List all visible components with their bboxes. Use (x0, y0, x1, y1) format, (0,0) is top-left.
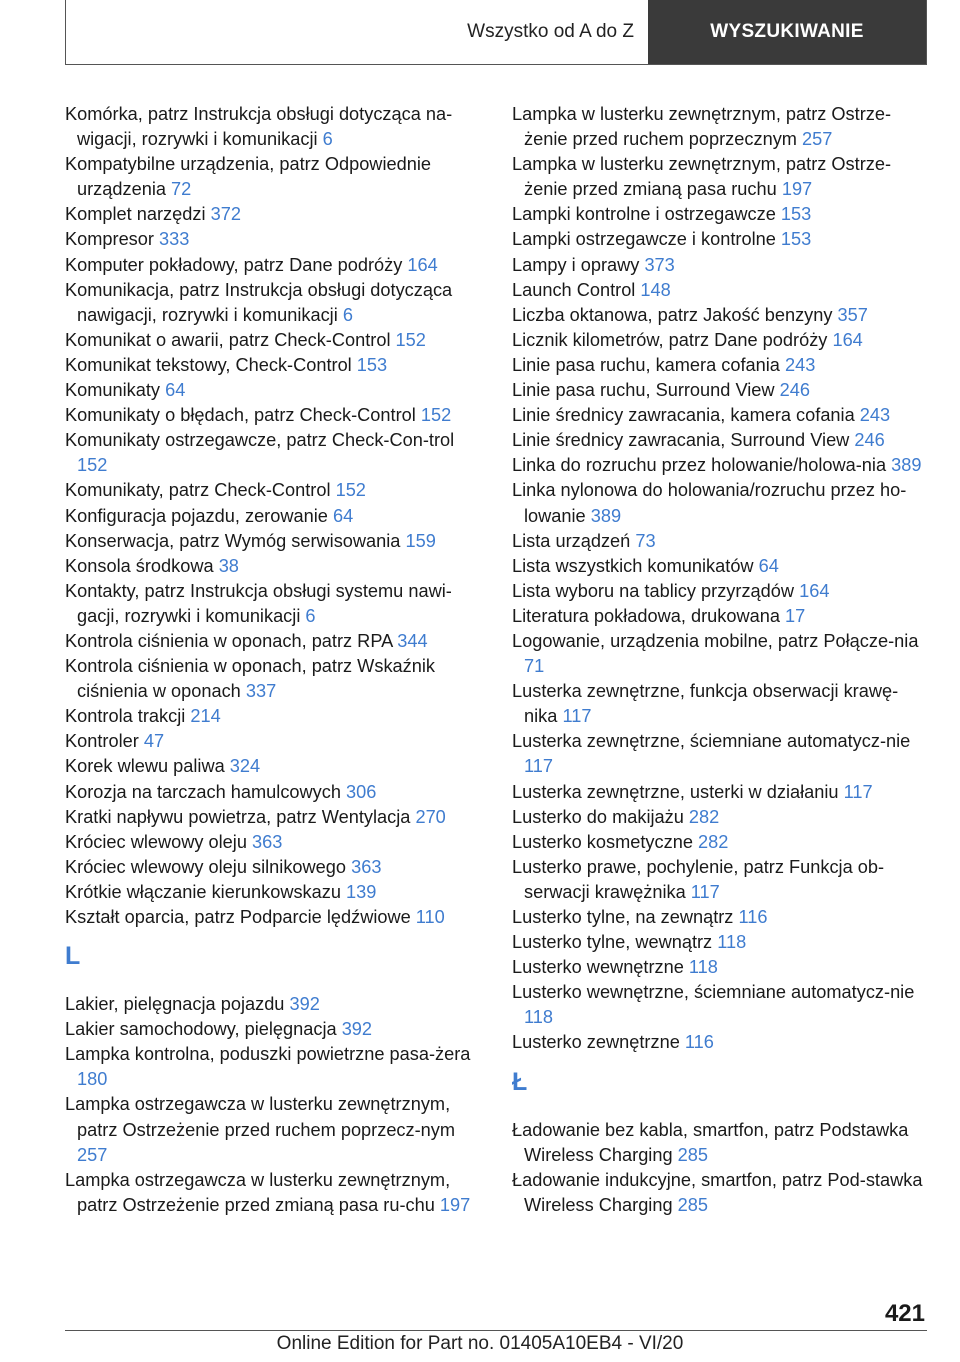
index-entry (65, 378, 477, 403)
page-reference-link[interactable]: 214 (190, 706, 221, 727)
page-reference-link[interactable]: 72 (171, 179, 192, 200)
index-entry-text: Launch Control (512, 279, 636, 300)
page-reference-link[interactable]: 344 (397, 630, 428, 651)
section-tab[interactable]: Wszystko od A do Z (467, 21, 634, 42)
page-reference-link[interactable]: 373 (644, 254, 675, 275)
index-entry-text: Lusterko prawe, pochylenie, patrz Funkcja ob-serwacji krawężnika (512, 856, 885, 902)
index-entry (65, 328, 477, 353)
page-reference-link[interactable]: 152 (420, 405, 452, 426)
edition-footer: Online Edition for Part no. 01405A10EB4 - VI/20 (276, 1333, 684, 1354)
page-reference-link[interactable]: 116 (684, 1032, 714, 1053)
index-entry (65, 1042, 477, 1092)
page-reference-link[interactable]: 197 (439, 1194, 471, 1215)
index-entry (65, 992, 477, 1017)
index-entry-text: Kratki napływu powietrza, patrz Wentylacja (65, 806, 411, 827)
index-entry (65, 278, 477, 328)
index-entry-text: Lakier samochodowy, pielęgnacja (65, 1019, 337, 1040)
page-reference-link[interactable]: 333 (159, 229, 190, 250)
page-reference-link[interactable]: 159 (405, 530, 436, 551)
index-entry-text: Komunikaty (65, 380, 161, 401)
index-entry-text: Linie pasa ruchu, Surround View (512, 380, 775, 401)
index-entry (512, 303, 924, 328)
page-reference-link[interactable]: 64 (332, 505, 354, 526)
search-tab[interactable]: WYSZUKIWANIE (648, 0, 926, 64)
page-reference-link[interactable]: 139 (346, 881, 377, 902)
index-entry-text: Liczba oktanowa, patrz Jakość benzyny (512, 304, 833, 325)
page-reference-link[interactable]: 152 (77, 455, 108, 476)
page-reference-link[interactable]: 389 (590, 505, 622, 526)
index-entry-text: Lampka ostrzegawcza w lusterku zewnętrznym, patrz Ostrzeżenie przed zmianą pasa ru-chu (65, 1169, 451, 1215)
index-entry-text: Lista wszystkich komunikatów (512, 555, 754, 576)
index-entry-text: Lusterko tylne, wewnątrz (512, 932, 713, 953)
page-reference-link[interactable]: 153 (356, 354, 388, 375)
page-reference-link[interactable]: 110 (415, 907, 445, 927)
index-entry-text: Licznik kilometrów, patrz Dane podróży (512, 329, 828, 350)
index-entry-text: Lusterka zewnętrzne, ściemniane automatycz-nie (512, 731, 911, 752)
index-entry-text: Lusterko do makijażu (512, 806, 684, 827)
index-entry-text: Kształt oparcia, patrz Podparcie lędźwiowe (65, 907, 411, 927)
index-entry-text: Komplet narzędzi (65, 204, 206, 225)
index-entry-text: Linie średnicy zawracania, Surround View (512, 430, 850, 451)
page-reference-link[interactable]: 389 (891, 455, 922, 476)
index-entry-text: Konserwacja, patrz Wymóg serwisowania (65, 530, 401, 551)
index-entry-text: Komputer pokładowy, patrz Dane podróży (65, 254, 403, 275)
index-entry (65, 1168, 477, 1218)
index-entry (512, 930, 924, 955)
index-entry (65, 729, 477, 754)
page-reference-link[interactable]: 270 (415, 806, 446, 827)
index-section-letter: L (65, 942, 81, 971)
page-reference-link[interactable]: 117 (690, 881, 720, 902)
page-header (65, 0, 927, 65)
index-entry-text: Lampka w lusterku zewnętrznym, patrz Ostrze-żenie przed zmianą pasa ruchu (512, 154, 892, 200)
page-reference-link[interactable]: 246 (854, 430, 885, 451)
index-entry-text: Lusterka zewnętrzne, funkcja obserwacji krawę-nika (512, 681, 899, 727)
index-entry (65, 1092, 477, 1167)
index-entry (512, 905, 924, 930)
index-entry (65, 152, 477, 202)
index-entry (65, 880, 477, 905)
page-reference-link[interactable]: 117 (843, 781, 873, 802)
index-entry-text: Lakier, pielęgnacja pojazdu (65, 994, 285, 1015)
page-reference-link[interactable]: 73 (635, 530, 656, 551)
page-reference-link[interactable]: 357 (837, 304, 868, 325)
index-entry-text: Literatura pokładowa, drukowana (512, 605, 780, 626)
index-entry-text: Komunikat o awarii, patrz Check-Control (65, 329, 391, 350)
page-reference-link[interactable]: 148 (640, 279, 671, 300)
index-section-letter: Ł (512, 1067, 528, 1096)
index-entry-text: Linie średnicy zawracania, kamera cofania (512, 405, 855, 426)
page-reference-link[interactable]: 392 (341, 1019, 373, 1040)
index-entry-text: Kontrola ciśnienia w oponach, patrz RPA (65, 630, 393, 651)
page-reference-link[interactable]: 246 (779, 380, 810, 401)
index-entry-text: Korozja na tarczach hamulcowych (65, 781, 341, 802)
index-entry (65, 102, 477, 152)
index-entry-text: Ładowanie bez kabla, smartfon, patrz Podstawka Wireless Charging (512, 1119, 909, 1165)
page-reference-link[interactable]: 153 (780, 229, 812, 250)
page-reference-link[interactable]: 152 (335, 480, 366, 501)
index-entry (512, 855, 924, 905)
index-entry-text: Lampki kontrolne i ostrzegawcze (512, 204, 776, 225)
index-entry (512, 980, 924, 1030)
index-entry (65, 353, 477, 378)
page-reference-link[interactable]: 118 (524, 1007, 553, 1028)
index-entry-text: Komunikaty o błędach, patrz Check-Control (65, 405, 416, 426)
index-entry-text: Korek wlewu paliwa (65, 756, 225, 777)
index-entry (65, 1017, 477, 1042)
index-entry (512, 378, 924, 403)
index-entry (65, 253, 477, 278)
index-entry-text: Ładowanie indukcyjne, smartfon, patrz Pod-stawka Wireless Charging (512, 1169, 923, 1215)
index-entry (512, 679, 924, 729)
page-reference-link[interactable]: 180 (77, 1069, 108, 1090)
page-reference-link[interactable]: 363 (252, 831, 283, 852)
index-entry (512, 453, 924, 478)
index-entry-text: Kontrola trakcji (65, 706, 186, 727)
index-entry (65, 504, 477, 529)
index-entry (65, 403, 477, 428)
page-reference-link[interactable]: 392 (289, 994, 320, 1015)
page-reference-link[interactable]: 117 (562, 706, 592, 727)
page-reference-link[interactable]: 152 (395, 329, 426, 350)
index-entry (65, 202, 477, 227)
index-entry (512, 830, 924, 855)
index-column-left (65, 102, 477, 1218)
index-entry-text: Komórka, patrz Instrukcja obsługi dotycząca na-wigacji, rozrywki i komunikacji (65, 104, 453, 150)
index-entry (512, 102, 924, 152)
index-entry (512, 729, 924, 779)
page-reference-link[interactable]: 118 (717, 932, 747, 953)
index-entry (65, 855, 477, 880)
page-reference-link[interactable]: 337 (245, 681, 277, 702)
page-reference-link[interactable]: 324 (229, 756, 261, 777)
page-reference-link[interactable]: 285 (677, 1194, 709, 1215)
index-entry (512, 579, 924, 604)
page-reference-link[interactable]: 285 (677, 1144, 709, 1165)
index-entry (512, 955, 924, 980)
index-entry (65, 629, 477, 654)
index-entry (512, 202, 924, 227)
index-entry-text: Komunikaty ostrzegawcze, patrz Check-Con-trol (65, 430, 455, 451)
footer-divider (65, 1330, 927, 1331)
index-entry-text: Lampki ostrzegawcze i kontrolne (512, 229, 776, 250)
page-reference-link[interactable]: 243 (859, 405, 891, 426)
index-entry-text: Kompresor (65, 229, 154, 250)
index-entry (512, 1118, 924, 1168)
index-entry (512, 353, 924, 378)
index-entry-text: Konsola środkowa (65, 555, 214, 576)
index-entry (65, 905, 477, 930)
index-entry (65, 654, 477, 704)
page-reference-link[interactable]: 164 (799, 580, 830, 601)
page-reference-link[interactable]: 257 (802, 129, 833, 150)
index-entry (512, 780, 924, 805)
index-entry-text: Krótkie włączanie kierunkowskazu (65, 881, 341, 902)
page-reference-link[interactable]: 38 (218, 555, 239, 576)
index-entry (512, 629, 924, 679)
page-reference-link[interactable]: 164 (832, 329, 863, 350)
index-entry-text: Lista urządzeń (512, 530, 631, 551)
index-entry-text: Linie pasa ruchu, kamera cofania (512, 354, 780, 375)
index-entry (512, 253, 924, 278)
page-reference-link[interactable]: 116 (738, 907, 768, 927)
index-entry (65, 428, 477, 478)
page-reference-link[interactable]: 64 (165, 380, 186, 401)
page-reference-link[interactable]: 197 (781, 179, 813, 200)
index-entry (65, 805, 477, 830)
index-entry-text: Komunikacja, patrz Instrukcja obsługi dotycząca nawigacji, rozrywki i komunikacji (65, 279, 453, 325)
index-entry-text: Kontakty, patrz Instrukcja obsługi systemu nawi-gacji, rozrywki i komunikacji (65, 580, 452, 626)
index-entry-text: Kompatybilne urządzenia, patrz Odpowiednie urządzenia (65, 154, 431, 200)
index-entry-text: Lusterko tylne, na zewnątrz (512, 907, 734, 927)
index-entry-text: Lampy i oprawy (512, 254, 640, 275)
page-reference-link[interactable]: 282 (688, 806, 720, 827)
index-entry (512, 604, 924, 629)
index-column-right (512, 102, 924, 1218)
index-entry (512, 403, 924, 428)
page-reference-link[interactable]: 6 (322, 129, 333, 150)
index-entry-text: Komunikat tekstowy, Check-Control (65, 354, 352, 375)
index-entry (65, 704, 477, 729)
index-entry (512, 428, 924, 453)
index-entry-text: Kontroler (65, 731, 139, 752)
index-entry (65, 579, 477, 629)
index-entry (512, 1030, 924, 1055)
index-entry-text: Lusterko wewnętrzne (512, 957, 684, 978)
page-number: 421 (884, 1300, 925, 1327)
index-entry (512, 478, 924, 528)
page-reference-link[interactable]: 372 (210, 204, 241, 225)
index-entry-text: Lampka ostrzegawcza w lusterku zewnętrznym, patrz Ostrzeżenie przed ruchem poprzecz-nym (65, 1094, 456, 1140)
index-entry (512, 227, 924, 252)
index-entry-text: Lampka kontrolna, poduszki powietrzne pasa-żera (65, 1044, 471, 1065)
page-reference-link[interactable]: 6 (342, 304, 353, 325)
page-reference-link[interactable]: 153 (780, 204, 812, 225)
index-entry (512, 1168, 924, 1218)
index-entry (65, 227, 477, 252)
index-entry-text: Lusterko wewnętrzne, ściemniane automatycz-nie (512, 982, 915, 1003)
index-entry-text: Lusterko zewnętrzne (512, 1032, 680, 1053)
index-entry-text: Linka do rozruchu przez holowanie/holowa-nia (512, 455, 887, 476)
index-entry-text: Konfiguracja pojazdu, zerowanie (65, 505, 328, 526)
page-reference-link[interactable]: 64 (758, 555, 779, 576)
page-reference-link[interactable]: 257 (77, 1144, 108, 1165)
page-reference-link[interactable]: 306 (346, 781, 377, 802)
index-entry-text: Króciec wlewowy oleju (65, 831, 247, 852)
index-entry (512, 328, 924, 353)
index-entry-text: Kontrola ciśnienia w oponach, patrz Wskaźnik ciśnienia w oponach (65, 656, 435, 702)
index-entry-text: Linka nylonowa do holowania/rozruchu przez ho-lowanie (512, 480, 907, 526)
index-entry (65, 754, 477, 779)
index-entry-text: Lusterka zewnętrzne, usterki w działaniu (512, 781, 839, 802)
index-entry-text: Lampka w lusterku zewnętrznym, patrz Ostrze-żenie przed ruchem poprzecznym (512, 104, 892, 150)
index-entry (65, 830, 477, 855)
index-entry (65, 780, 477, 805)
page-reference-link[interactable]: 17 (785, 605, 806, 626)
page-reference-link[interactable]: 47 (143, 731, 165, 752)
index-entry-text: Lusterko kosmetyczne (512, 831, 693, 852)
index-entry (512, 278, 924, 303)
index-entry-text: Logowanie, urządzenia mobilne, patrz Połącze-nia (512, 630, 919, 651)
page-reference-link[interactable]: 164 (407, 254, 438, 275)
index-entry (65, 529, 477, 554)
page-reference-link[interactable]: 117 (524, 756, 553, 777)
page-reference-link[interactable]: 6 (305, 605, 316, 626)
index-entry-text: Króciec wlewowy oleju silnikowego (65, 856, 347, 877)
index-entry (512, 152, 924, 202)
index-entry (65, 478, 477, 503)
index-entry-text: Lista wyboru na tablicy przyrządów (512, 580, 795, 601)
index-entry (512, 805, 924, 830)
index-entry (512, 529, 924, 554)
index-entry-text: Komunikaty, patrz Check-Control (65, 480, 331, 501)
page-reference-link[interactable]: 118 (688, 957, 718, 978)
index-entry (65, 554, 477, 579)
page-reference-link[interactable]: 363 (351, 856, 382, 877)
page-reference-link[interactable]: 243 (784, 354, 816, 375)
index-entry (512, 554, 924, 579)
page-reference-link[interactable]: 71 (524, 656, 545, 677)
page-reference-link[interactable]: 282 (698, 831, 729, 852)
